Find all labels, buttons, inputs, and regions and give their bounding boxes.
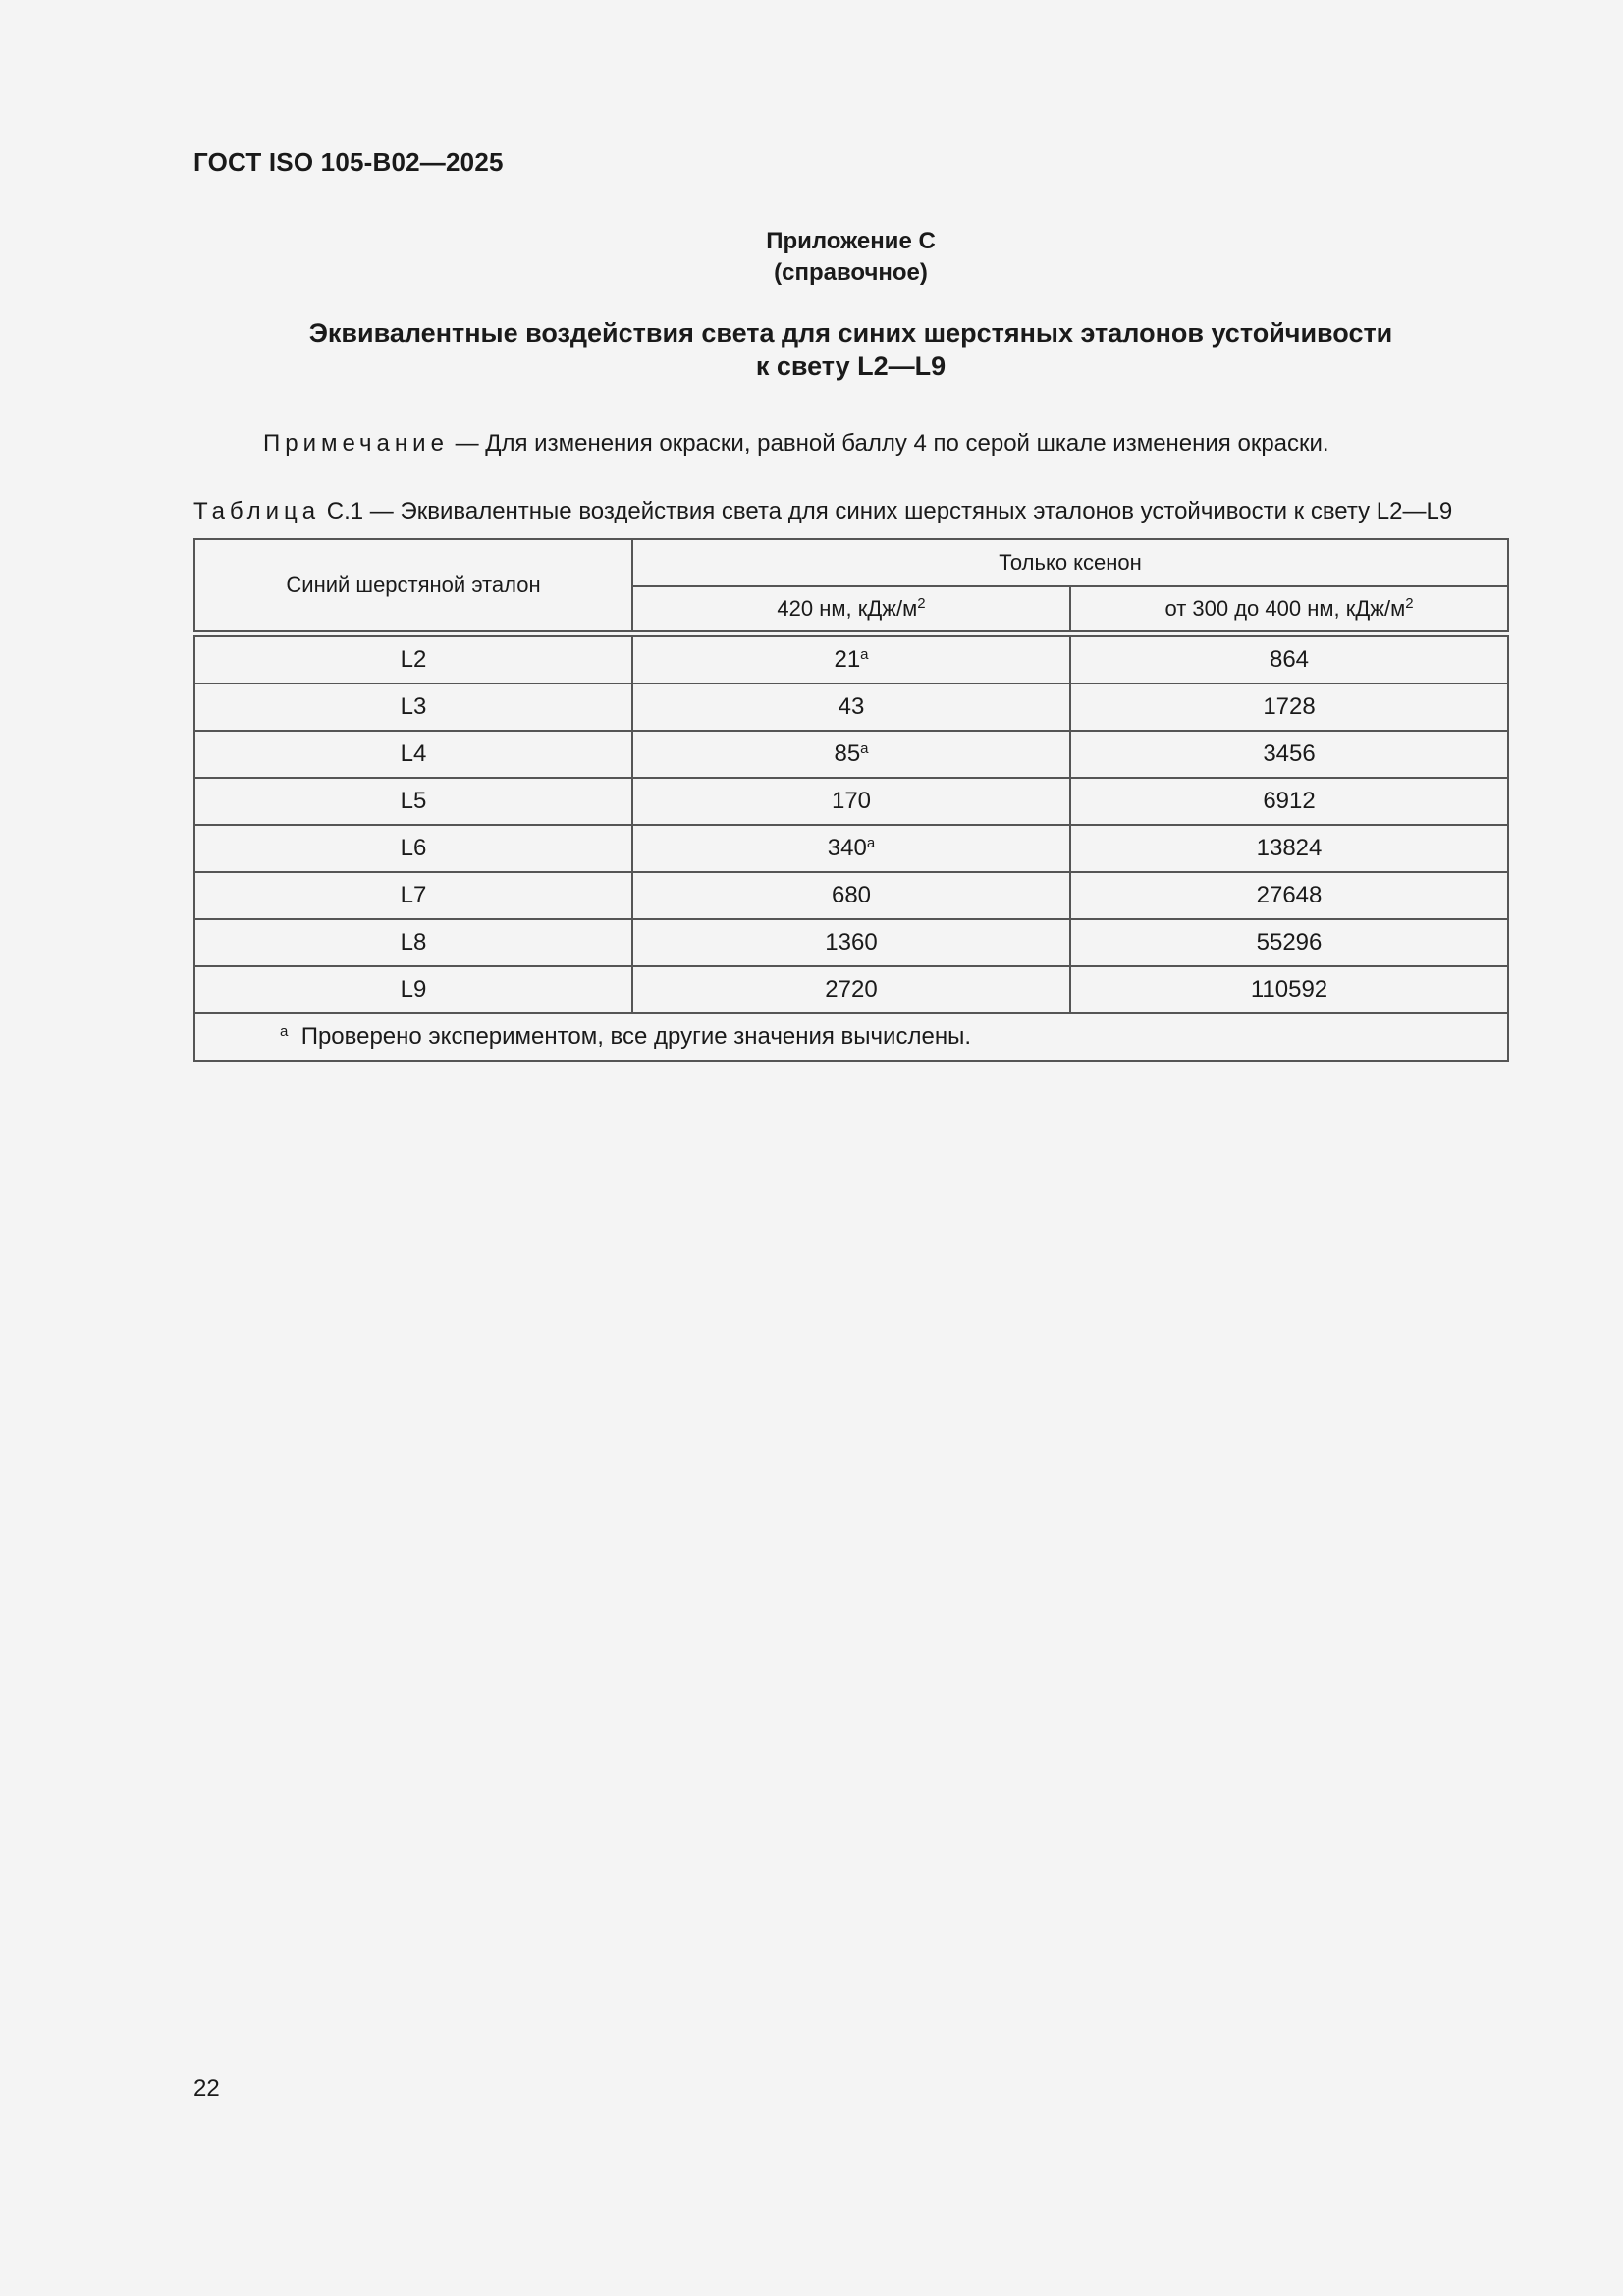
table-row xyxy=(194,778,1508,825)
cell-420nm xyxy=(632,683,1070,731)
header-420nm xyxy=(632,586,1070,631)
header-300-400nm xyxy=(1070,586,1508,631)
table-row xyxy=(194,872,1508,919)
appendix-kind: (справочное) xyxy=(774,259,928,286)
cell-420nm-value: 170 xyxy=(831,788,872,814)
appendix-label: Приложение С xyxy=(766,228,936,254)
header-420nm-label: 420 нм, кДж/м xyxy=(777,596,918,621)
footnote-mark: a xyxy=(860,646,869,663)
header-300-400nm-unit-power: 2 xyxy=(1405,595,1414,612)
page-number: 22 xyxy=(193,2075,220,2102)
header-420nm-unit-power: 2 xyxy=(917,595,926,612)
cell-300-400nm: 55296 xyxy=(1070,919,1508,966)
table-row xyxy=(194,966,1508,1013)
cell-420nm xyxy=(632,778,1070,825)
table-footnote-text: Проверено экспериментом, все другие значения вычислены. xyxy=(300,1023,971,1050)
cell-420nm xyxy=(632,966,1070,1013)
note-label: Примечание xyxy=(263,430,449,457)
cell-reference: L8 xyxy=(194,919,632,966)
cell-reference: L5 xyxy=(194,778,632,825)
header-reference-column: Синий шерстяной эталон xyxy=(194,539,632,631)
table-row xyxy=(194,636,1508,683)
light-exposure-table xyxy=(193,538,1509,1062)
table-caption xyxy=(193,498,1452,525)
table-row xyxy=(194,825,1508,872)
table-footnote-mark: a xyxy=(280,1023,289,1040)
note-paragraph xyxy=(263,430,1329,458)
table-row xyxy=(194,919,1508,966)
cell-420nm xyxy=(632,636,1070,683)
cell-420nm-value: 85 xyxy=(834,740,861,767)
cell-reference: L3 xyxy=(194,683,632,731)
appendix-heading xyxy=(0,226,1623,289)
cell-300-400nm: 1728 xyxy=(1070,683,1508,731)
header-300-400nm-label: от 300 до 400 нм, кДж/м xyxy=(1164,596,1406,621)
cell-420nm-value: 43 xyxy=(838,693,865,720)
footnote-mark: a xyxy=(860,740,869,757)
cell-420nm xyxy=(632,825,1070,872)
document-code-header: ГОСТ ISO 105-B02—2025 xyxy=(193,147,504,177)
cell-reference: L7 xyxy=(194,872,632,919)
table-caption-label: Таблица xyxy=(193,498,321,524)
cell-300-400nm: 110592 xyxy=(1070,966,1508,1013)
cell-300-400nm: 13824 xyxy=(1070,825,1508,872)
cell-300-400nm: 27648 xyxy=(1070,872,1508,919)
appendix-title-line-1: Эквивалентные воздействия света для синих шерстяных эталонов устойчивости xyxy=(308,318,1393,348)
cell-reference: L4 xyxy=(194,731,632,778)
cell-300-400nm: 864 xyxy=(1070,636,1508,683)
cell-420nm-value: 680 xyxy=(831,882,872,908)
appendix-title-line-2: к свету L2—L9 xyxy=(755,352,947,381)
cell-420nm-value: 2720 xyxy=(825,976,878,1003)
cell-420nm-value: 1360 xyxy=(825,929,878,956)
footnote-mark: a xyxy=(866,835,876,851)
cell-420nm-value: 21 xyxy=(834,646,861,673)
cell-reference: L6 xyxy=(194,825,632,872)
table-row xyxy=(194,731,1508,778)
cell-reference: L2 xyxy=(194,636,632,683)
cell-reference: L9 xyxy=(194,966,632,1013)
cell-420nm-value: 340 xyxy=(827,835,867,861)
table-footnote xyxy=(194,1013,1508,1061)
appendix-title xyxy=(275,316,1427,383)
table-caption-text: С.1 — Эквивалентные воздействия света для синих шерстяных эталонов устойчивости к свету L2—L9 xyxy=(320,498,1453,524)
table-row xyxy=(194,683,1508,731)
cell-300-400nm: 3456 xyxy=(1070,731,1508,778)
note-text: — Для изменения окраски, равной баллу 4 по серой шкале изменения окраски. xyxy=(448,430,1329,457)
cell-420nm xyxy=(632,731,1070,778)
header-xenon-group: Только ксенон xyxy=(632,539,1508,586)
cell-420nm xyxy=(632,919,1070,966)
table-footnote-row xyxy=(194,1013,1508,1061)
cell-300-400nm: 6912 xyxy=(1070,778,1508,825)
cell-420nm xyxy=(632,872,1070,919)
